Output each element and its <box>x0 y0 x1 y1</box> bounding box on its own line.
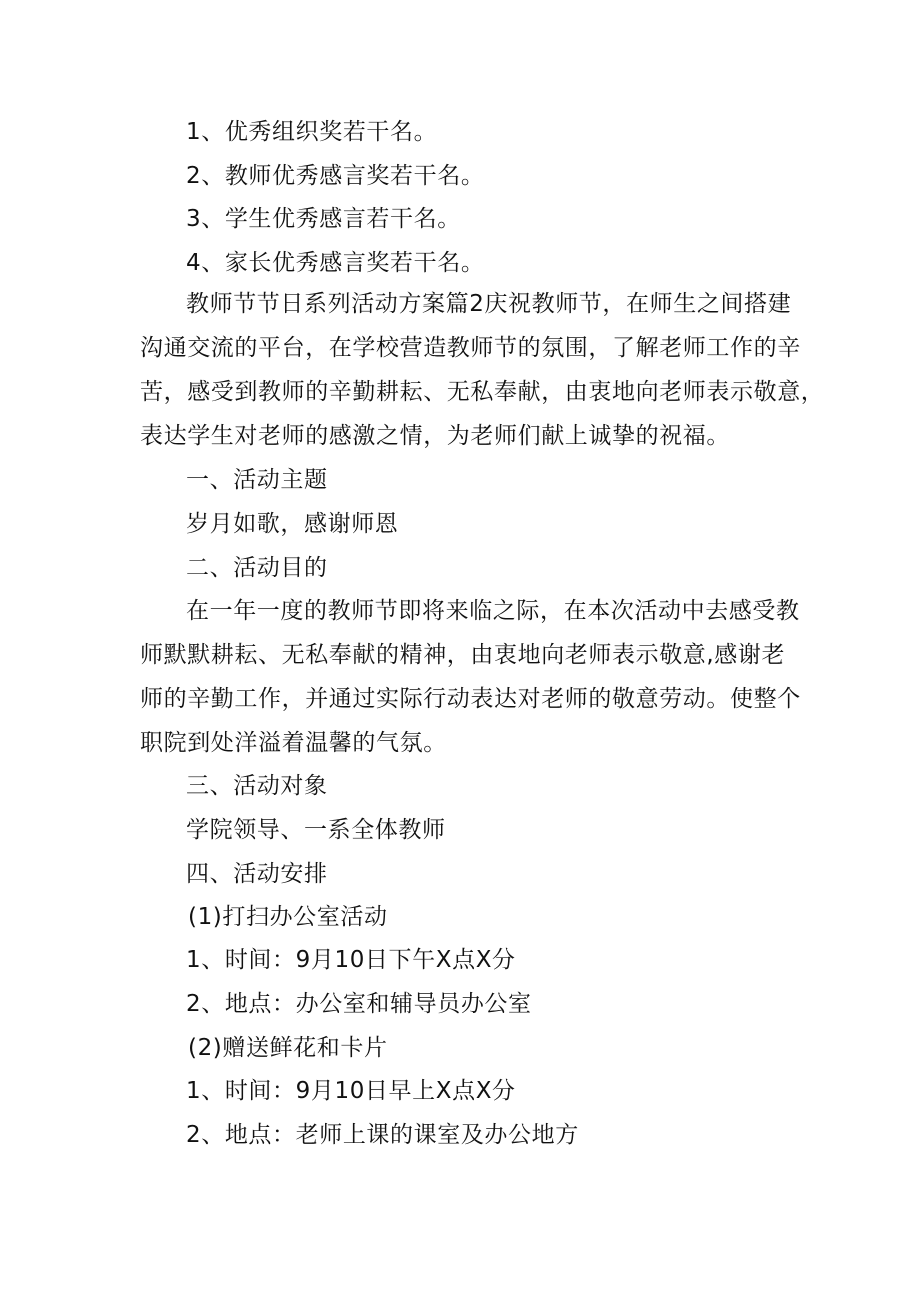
schedule-item: 2、地点：办公室和辅导员办公室 <box>186 991 532 1017</box>
schedule-item: 1、时间：9月10日下午X点X分 <box>186 947 516 973</box>
sub-activity-heading: (1)打扫办公室活动 <box>188 904 388 930</box>
award-item-1: 1、优秀组织奖若干名。 <box>186 119 438 145</box>
audience-text: 学院领导、一系全体教师 <box>186 817 446 843</box>
schedule-item: 1、时间：9月10日早上X点X分 <box>186 1078 516 1104</box>
schedule-item: 2、地点：老师上课的课室及办公地方 <box>186 1122 579 1148</box>
award-item-2: 2、教师优秀感言奖若干名。 <box>186 163 485 189</box>
section-heading: 二、活动目的 <box>186 555 328 581</box>
section-heading: 一、活动主题 <box>186 467 328 493</box>
paragraph-line: 职院到处洋溢着温馨的气氛。 <box>140 730 447 756</box>
award-item-4: 4、家长优秀感言奖若干名。 <box>186 250 485 276</box>
award-item-3: 3、学生优秀感言若干名。 <box>186 206 461 232</box>
paragraph-line: 教师节节日系列活动方案篇2庆祝教师节，在师生之间搭建 <box>186 291 792 317</box>
paragraph-line: 苦，感受到教师的辛勤耕耘、无私奉献，由衷地向老师表示敬意， <box>140 379 825 405</box>
theme-text: 岁月如歌，感谢师恩 <box>186 511 399 537</box>
section-heading: 三、活动对象 <box>186 773 328 799</box>
paragraph-line: 师默默耕耘、无私奉献的精神，由衷地向老师表示敬意,感谢老 <box>140 642 786 668</box>
sub-activity-heading: (2)赠送鲜花和卡片 <box>188 1035 388 1061</box>
paragraph-line: 沟通交流的平台，在学校营造教师节的氛围，了解老师工作的辛 <box>140 335 801 361</box>
section-heading: 四、活动安排 <box>186 861 328 887</box>
paragraph-line: 师的辛勤工作，并通过实际行动表达对老师的敬意劳动。使整个 <box>140 686 801 712</box>
paragraph-line: 表达学生对老师的感激之情，为老师们献上诚挚的祝福。 <box>140 423 730 449</box>
paragraph-line: 在一年一度的教师节即将来临之际，在本次活动中去感受教 <box>186 598 800 624</box>
